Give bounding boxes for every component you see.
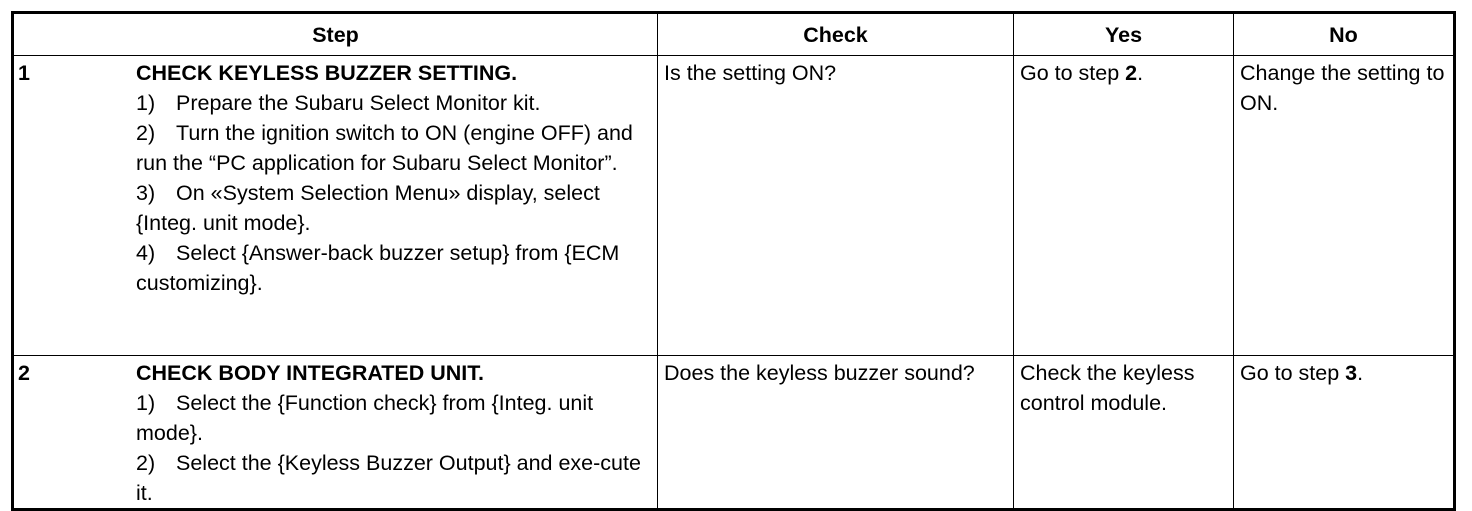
step-cell [13,56,658,356]
check-text: Does the keyless buzzer sound? [664,361,975,385]
header-check: Check [658,13,1014,56]
sub-step-text: Turn the ignition switch to ON (engine OFF) and run the “PC application for Subaru Select Monitor”. [136,121,633,175]
table-row [13,356,1455,510]
header-yes: Yes [1014,13,1234,56]
no-cell [1234,356,1455,510]
yes-prefix: Go to step [1020,61,1126,85]
sub-step [136,178,651,238]
yes-cell [1014,356,1234,510]
no-cell [1234,56,1455,356]
yes-cell [1014,56,1234,356]
sub-step-text: On «System Selection Menu» display, select {Integ. unit mode}. [136,181,600,235]
sub-step-text: Select the {Keyless Buzzer Output} and exe-cute it. [136,451,641,505]
header-no: No [1234,13,1455,56]
sub-step-index: 4) [136,241,156,265]
header-row [13,13,1455,56]
sub-step [136,238,651,298]
sub-step [136,448,651,508]
sub-step-text: Select {Answer-back buzzer setup} from {ECM customizing}. [136,241,620,295]
no-prefix: Go to step [1240,361,1346,385]
no-suffix: . [1357,361,1364,385]
no-text [1234,356,1453,388]
sub-step-index: 1) [136,391,156,415]
step-cell [13,356,658,510]
step-title: CHECK BODY INTEGRATED UNIT. [136,361,484,385]
yes-text: Check the keyless control module. [1020,361,1195,415]
no-text: Change the setting to ON. [1240,61,1445,115]
yes-suffix: . [1137,61,1144,85]
step-number: 2 [18,361,30,385]
sub-step-index: 3) [136,181,156,205]
sub-step-index: 1) [136,91,156,115]
check-cell [658,356,1014,510]
sub-step [136,118,651,178]
no-step-number: 3 [1345,361,1358,385]
sub-step [136,388,651,448]
sub-step-text: Prepare the Subaru Select Monitor kit. [176,91,541,115]
diagnostic-table [11,11,1456,511]
sub-step-text: Select the {Function check} from {Integ. unit mode}. [136,391,594,445]
header-step: Step [13,13,658,56]
table-row [13,56,1455,356]
step-number: 1 [18,61,30,85]
sub-step-index: 2) [136,121,156,145]
yes-step-number: 2 [1125,61,1138,85]
check-cell [658,56,1014,356]
sub-step [136,88,651,118]
sub-step-index: 2) [136,451,156,475]
step-title: CHECK KEYLESS BUZZER SETTING. [136,61,518,85]
yes-text [1014,56,1233,88]
check-text: Is the setting ON? [664,61,837,85]
